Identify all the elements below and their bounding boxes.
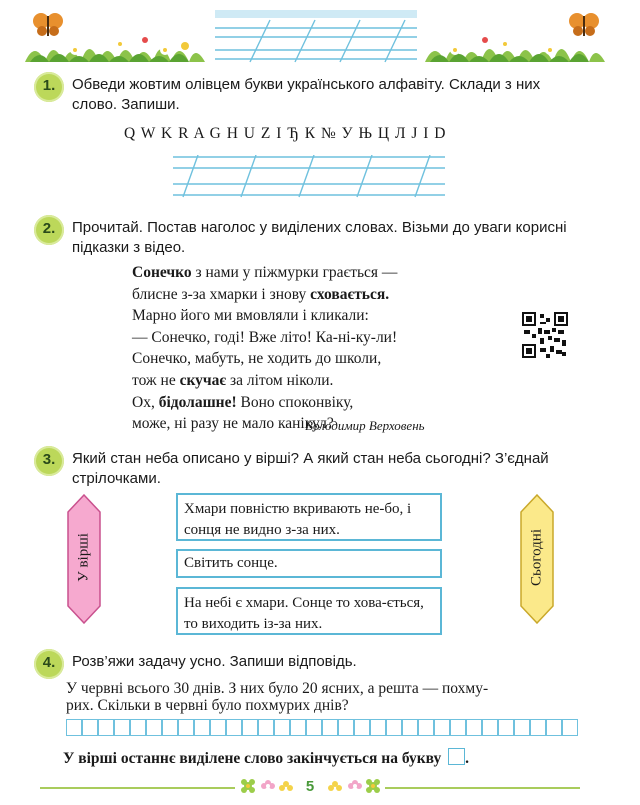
grid-cell[interactable] <box>162 719 178 736</box>
matching-option[interactable]: На небі є хмари. Сонце то хова-ється, то виходить із-за них. <box>176 587 442 635</box>
task-3-text: Який стан неба описано у вірші? А який стан неба сьогодні? З’єднай стрілочками. <box>72 450 549 487</box>
poem-line <box>132 262 512 284</box>
writing-lines <box>173 155 445 200</box>
butterfly-icon <box>32 12 64 38</box>
grid-cell[interactable] <box>386 719 402 736</box>
poem-line <box>132 348 512 370</box>
final-period: . <box>465 750 469 767</box>
answer-grid[interactable] <box>66 719 578 736</box>
final-task-text: У вірші останнє виділене слово закінчується на букву <box>63 750 442 767</box>
butterfly-icon <box>568 12 600 38</box>
grid-cell[interactable] <box>546 719 562 736</box>
grid-cell[interactable] <box>130 719 146 736</box>
task-number-badge: 2. <box>34 215 64 245</box>
grid-cell[interactable] <box>562 719 578 736</box>
problem-line-1: У червні всього 30 днів. З них було 20 ясних, а решта — похму- <box>66 680 489 697</box>
matching-option[interactable]: Хмари повністю вкривають не-бо, і сонця не видно з-за них. <box>176 493 442 541</box>
poem-text: Марно його ми вмовляли і кликали: <box>132 307 369 325</box>
grid-cell[interactable] <box>114 719 130 736</box>
grid-cell[interactable] <box>242 719 258 736</box>
flower-decoration-icon <box>240 775 298 797</box>
footer-line-left <box>40 787 235 789</box>
poem-text: тож не <box>132 371 180 389</box>
poem-text: за літом ніколи. <box>226 371 334 389</box>
poem-text: Воно споконвіку, <box>236 393 354 411</box>
grid-cell[interactable] <box>322 719 338 736</box>
poem <box>132 262 512 435</box>
grid-cell[interactable] <box>434 719 450 736</box>
poem-line <box>132 305 512 327</box>
task-number-badge: 3. <box>34 446 64 476</box>
task-2-text: Прочитай. Постав наголос у виділених словах. Візьми до уваги корисні підказки з відео. <box>72 219 567 256</box>
highlighted-word: бідолашне! <box>158 393 237 411</box>
grid-cell[interactable] <box>402 719 418 736</box>
answer-letter-box[interactable] <box>448 748 465 765</box>
left-label-text: У вірші <box>75 533 92 582</box>
grid-cell[interactable] <box>514 719 530 736</box>
grid-cell[interactable] <box>290 719 306 736</box>
task-number-badge: 1. <box>34 72 64 102</box>
task-4-text: Розв’яжи задачу усно. Запиши відповідь. <box>72 653 357 670</box>
poem-line <box>132 327 512 349</box>
poem-text: Ох, <box>132 393 159 411</box>
footer-line-right <box>385 787 580 789</box>
poem-author: Володимир Верховень <box>305 418 425 433</box>
poem-line <box>132 392 512 414</box>
grid-cell[interactable] <box>146 719 162 736</box>
matching-option[interactable]: Світить сонце. <box>176 549 442 578</box>
poem-text: з нами у піжмурки грається — <box>191 264 398 281</box>
grid-cell[interactable] <box>418 719 434 736</box>
grid-cell[interactable] <box>66 719 82 736</box>
task-1-text: Обведи жовтим олівцем букви українського алфавіту. Склади з них слово. Запиши. <box>72 76 541 113</box>
poem-line <box>132 284 512 306</box>
grid-cell[interactable] <box>194 719 210 736</box>
poem-text: — Сонечко, годі! Вже літо! Ка-ні-ку-ли! <box>132 328 398 346</box>
highlighted-word: Сонечко <box>132 264 192 281</box>
problem-line-2: рих. Скільки в червні було похмурих днів? <box>66 697 349 714</box>
task-number-badge: 4. <box>34 649 64 679</box>
grid-cell[interactable] <box>82 719 98 736</box>
grid-cell[interactable] <box>354 719 370 736</box>
right-label-text: Сьогодні <box>528 528 545 587</box>
poem-text: Сонечко, мабуть, не ходить до школи, <box>132 350 382 368</box>
qr-code-icon[interactable] <box>522 312 568 358</box>
grid-cell[interactable] <box>258 719 274 736</box>
poem-line <box>132 370 512 392</box>
page-number: 5 <box>305 778 315 795</box>
grid-cell[interactable] <box>530 719 546 736</box>
highlighted-word: сховається. <box>310 285 390 303</box>
letter-sequence: Q W K R A G H U Z I Ђ К № У Њ Ц Л J I D <box>124 125 447 142</box>
grid-cell[interactable] <box>498 719 514 736</box>
poem-text: може, ні разу не мало канікул? <box>132 415 334 433</box>
grid-cell[interactable] <box>178 719 194 736</box>
grid-cell[interactable] <box>450 719 466 736</box>
grid-cell[interactable] <box>274 719 290 736</box>
grid-cell[interactable] <box>98 719 114 736</box>
final-task <box>63 748 469 768</box>
flower-decoration-icon <box>325 775 383 797</box>
grid-cell[interactable] <box>482 719 498 736</box>
grid-cell[interactable] <box>210 719 226 736</box>
header-writing-lines <box>215 10 417 66</box>
highlighted-word: скучає <box>179 371 227 389</box>
grid-cell[interactable] <box>466 719 482 736</box>
grid-cell[interactable] <box>338 719 354 736</box>
poem-text: блисне з-за хмарки і знову <box>132 285 311 303</box>
grid-cell[interactable] <box>226 719 242 736</box>
grid-cell[interactable] <box>370 719 386 736</box>
grid-cell[interactable] <box>306 719 322 736</box>
